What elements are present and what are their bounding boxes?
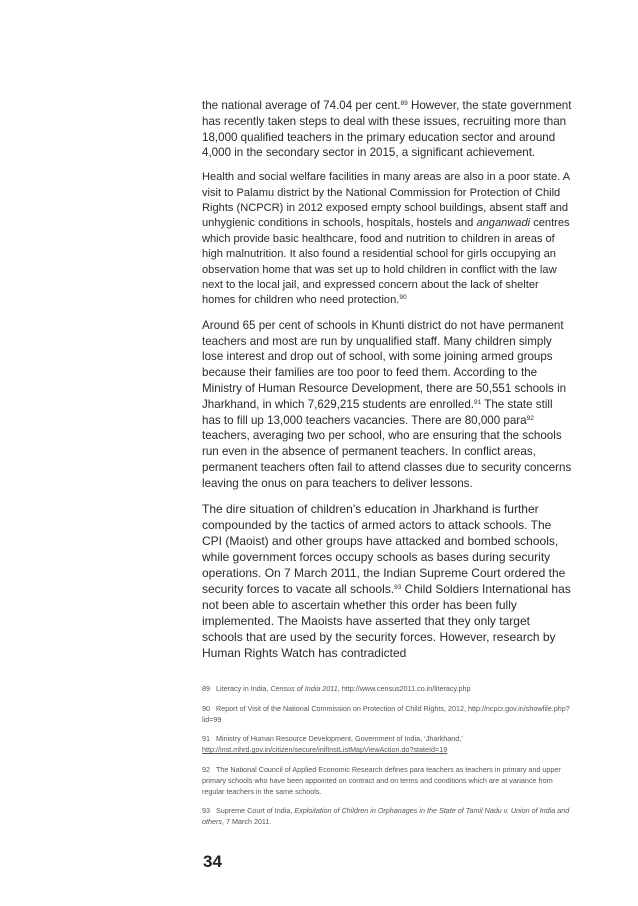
footnote-text: Report of Visit of the National Commission on Protection of Child Rights, 2012, http://ncpcr.gov.in/showfile.php?lid=99	[202, 703, 570, 724]
footnote-title: Exploitation of Children in Orphanages in the State of Tamil Nadu v. Union of India and others	[202, 806, 570, 827]
paragraph-4-text: The dire situation of children’s education in Jharkhand is further compounded by the tactics of armed actors to attack schools. The CPI (Maoist) and other groups have attacked and bombed schools, while government forces occupy schools as bases during security operations. On 7 March 2011, the Indian Supreme Court ordered the security forces to vacate all schools.	[202, 501, 566, 597]
body-text	[202, 98, 572, 671]
footnote-link[interactable]: http://inst.mhrd.gov.in/citizen/secure/inifInstListMapViewAction.do?stateId=19	[202, 745, 448, 755]
paragraph-2-text: Health and social welfare facilities in many areas are also in a poor state. A visit to Palamu district by the National Commission for Protection of Child Rights (NCPCR) in 2012 exposed empty school buildings, absent staff and unhygienic conditions in schools, hospitals, hostels and	[202, 171, 570, 230]
paragraph-1-text: the national average of 74.04 per cent.	[202, 99, 401, 112]
page-number: 34	[203, 852, 222, 871]
footnote-text: Literacy in India,	[216, 684, 271, 693]
paragraph-3-text-cont: The state still has to fill up 13,000 teachers vacancies. There are 80,000 para	[202, 397, 553, 427]
footnote-93	[202, 806, 572, 828]
footnote-text: The National Council of Applied Economic Research defines para teachers as teachers in primary and upper primary schools who have been appointed on contract and on terms and conditions which are at variance from regular teachers in the same schools.	[202, 764, 561, 796]
paragraph-4	[202, 501, 572, 662]
footnote-ref-92[interactable]: 92	[526, 414, 534, 422]
footnote-number: 93	[202, 806, 210, 816]
footnote-92	[202, 765, 572, 797]
paragraph-2-text-cont: centres which provide basic healthcare, food and nutrition to children in areas of high malnutrition. It also found a residential school for girls occupying an observation home that was set up to hold children in conflict with the law next to the local jail, and expressed concern about the lack of shelter homes for children who need protection.	[202, 217, 570, 307]
footnote-91	[202, 734, 572, 756]
footnote-number: 89	[202, 684, 210, 693]
footnote-89	[202, 684, 572, 695]
footnote-number: 90	[202, 703, 210, 713]
footnote-title: Census of India 2011	[270, 684, 338, 693]
paragraph-2	[202, 170, 572, 309]
footnote-ref-90[interactable]: 90	[399, 294, 407, 302]
paragraph-3-text: Around 65 per cent of schools in Khunti district do not have permanent teachers and most are run by unqualified staff. Many children simply lose interest and drop out of school, with some joining armed groups because their families are too poor to feed them. According to the Ministry of Human Resource Development, there are 50,551 schools in Jharkhand, in which 7,629,215 students are enrolled.	[202, 318, 567, 411]
footnote-90	[202, 704, 572, 726]
footnotes	[202, 684, 572, 837]
footnote-ref-91[interactable]: 91	[474, 398, 482, 406]
paragraph-1	[202, 98, 572, 161]
footnote-text: Ministry of Human Resource Development, Government of India, ‘Jharkhand,’	[216, 734, 463, 744]
footnote-ref-89[interactable]: 89	[400, 100, 408, 107]
footnote-text: Supreme Court of India,	[216, 806, 295, 816]
footnote-ref-93[interactable]: 93	[394, 584, 402, 592]
paragraph-4-text-cont: Child Soldiers International has not been able to ascertain whether this order has been fully implemented. The Maoists have asserted that they only target schools that are used by the security forces. However, research by Human Rights Watch has contradicted	[202, 582, 571, 661]
footnote-number: 92	[202, 764, 210, 774]
footnote-url: , http://www.census2011.co.in/literacy.php	[337, 684, 471, 693]
footnote-text-end: , 7 March 2011.	[221, 817, 272, 827]
paragraph-1-text-cont: However, the state government has recently taken steps to deal with these issues, recruiting more than 18,000 qualified teachers in the primary education sector and around 4,000 in the secondary sector in 2015, a significant achievement.	[202, 99, 572, 160]
paragraph-2-emphasis: anganwadi	[476, 217, 531, 230]
paragraph-3-text-end: teachers, averaging two per school, who are ensuring that the schools run even in the absence of permanent teachers. In conflict areas, permanent teachers often fail to attend classes due to security concerns leaving the onus on para teachers to deliver lessons.	[202, 429, 572, 490]
paragraph-3	[202, 318, 572, 492]
footnote-number: 91	[202, 734, 210, 744]
